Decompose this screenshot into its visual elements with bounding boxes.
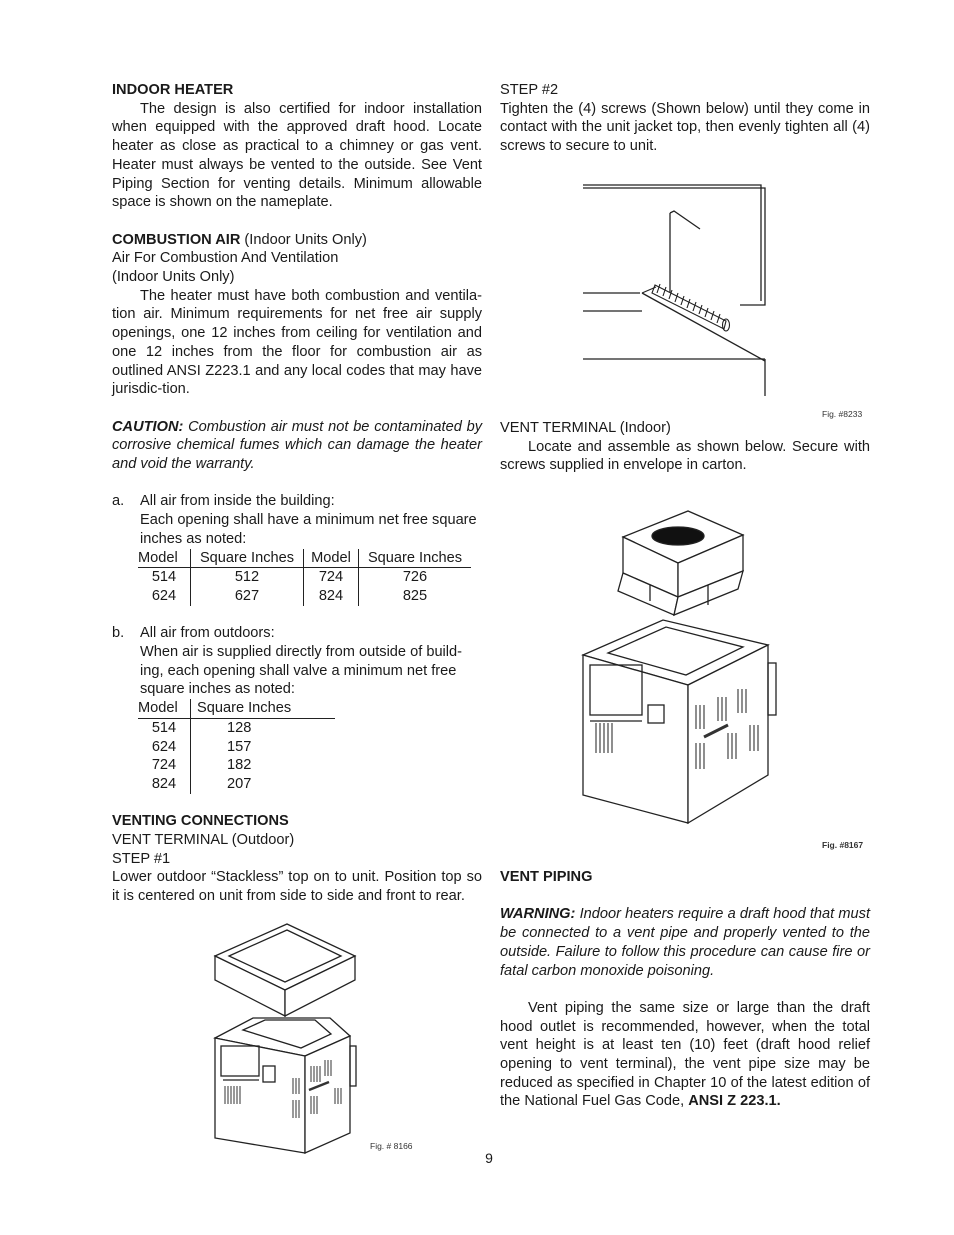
table-cell: 824 — [151, 775, 177, 792]
table-cell: 514 — [151, 569, 177, 586]
vent-piping-code: ANSI Z 223.1. — [688, 1093, 781, 1110]
table-row — [138, 568, 471, 587]
vent-piping-body: Vent piping the same size or large than the draft hood outlet is recommended, however, when the total vent height is at least ten (10) feet (draft hood relief opening to vent terminal), the vent pipe size may be reduced as specified in Chapter 10 of the latest edition of the National Fuel Gas Code, — [500, 999, 870, 1110]
table-header-cell: Square Inches — [191, 549, 304, 568]
venting-heading: VENTING CONNECTIONS — [112, 813, 289, 830]
indoor-heater-text: The design is also certified for indoor installation when equipped with the approved draft hood. Locate heater as close as practical to a chimney or gas vent. Heater must always be vented to the outside. See Vent Piping Section for venting details. Minimum allowable space is shown on the nameplate. — [112, 100, 482, 211]
table-cell: 624 — [151, 738, 177, 755]
table-outside-air — [138, 699, 335, 794]
vent-piping-heading: VENT PIPING — [500, 869, 593, 885]
caution-text: Combustion air must not be contaminated by corrosive chemical fumes which can damage the heater and void the warranty. — [112, 418, 482, 473]
table-header-cell: Model — [138, 699, 191, 718]
table-header-cell: Model — [304, 549, 359, 568]
table-header-cell: Model — [138, 549, 191, 568]
right-column-top — [500, 81, 870, 156]
item-b-label: b. — [112, 625, 125, 642]
step1-text: Lower outdoor “Stackless” top on to unit. Position top so it is centered on unit from side to side and front to rear. — [112, 869, 482, 905]
fig-8233-caption: Fig. #8233 — [822, 409, 863, 419]
screw-detail-illustration — [580, 183, 770, 398]
table-inside-air — [138, 549, 471, 606]
warning-label: WARNING: — [500, 906, 576, 923]
right-column-mid — [500, 419, 870, 475]
table-cell: 207 — [191, 775, 336, 794]
heater-draft-hood-illustration — [578, 505, 788, 825]
item-a-line2: Each opening shall have a minimum net free square inches as noted: — [140, 512, 477, 547]
step2-text: Tighten the (4) screws (Shown below) until they come in contact with the unit jacket top, then evenly tighten all (4) screws to secure to unit. — [500, 100, 870, 155]
vent-outdoor-label: VENT TERMINAL (Outdoor) — [112, 832, 295, 849]
warning-paragraph — [500, 905, 870, 980]
fig-8166-caption: Fig. # 8166 — [370, 1141, 413, 1151]
table-header-cell: Square Inches — [359, 549, 472, 568]
caution-paragraph — [112, 418, 482, 474]
step2-label: STEP #2 — [500, 82, 559, 98]
vent-indoor-text: Locate and assemble as shown below. Secure with screws supplied in envelope in carton. — [500, 438, 870, 474]
table-cell: 724 — [151, 757, 177, 774]
vent-indoor-label: VENT TERMINAL (Indoor) — [500, 420, 671, 436]
combustion-sub1: Air For Combustion And Ventilation — [112, 250, 339, 267]
table-cell: 182 — [191, 756, 336, 775]
table-cell: 824 — [304, 587, 359, 606]
step1-label: STEP #1 — [112, 850, 171, 867]
table-cell: 514 — [151, 719, 177, 736]
indoor-heater-heading: INDOOR HEATER — [112, 82, 234, 98]
table-cell: 512 — [191, 568, 304, 587]
combustion-air-heading — [112, 231, 482, 250]
table-header-cell: Square Inches — [191, 699, 336, 718]
item-b-line1: All air from outdoors: — [140, 625, 275, 642]
item-a-line1: All air from inside the building: — [140, 493, 335, 510]
vent-piping-text — [500, 999, 870, 1111]
table-cell: 726 — [359, 568, 472, 587]
list-item-a — [112, 492, 482, 548]
table-cell: 627 — [191, 587, 304, 606]
page-number: 9 — [485, 1150, 493, 1166]
fig-8167-caption: Fig. #8167 — [822, 840, 864, 850]
caution-label: CAUTION: — [112, 418, 184, 435]
combustion-text: The heater must have both combustion and ventila-tion air. Minimum requirements for net free air supply openings, one 12 inches from ceiling for ventilation and one 12 inches from the floor for combustion air as outlined ANSI Z223.1 and any local codes that may have jurisdic-tion. — [112, 287, 482, 398]
table-row — [138, 775, 335, 794]
table-row — [138, 587, 471, 606]
table-row — [138, 756, 335, 775]
table-row — [138, 718, 335, 737]
right-column-bottom — [500, 868, 870, 1111]
list-item-b — [112, 624, 482, 699]
table-cell: 157 — [191, 738, 336, 757]
table-header-row — [138, 699, 335, 718]
combustion-air-title: COMBUSTION AIR — [112, 231, 241, 248]
left-column — [112, 81, 482, 906]
table-cell: 825 — [359, 587, 472, 606]
item-a-label: a. — [112, 493, 125, 510]
heater-outdoor-top-illustration — [205, 918, 370, 1158]
combustion-air-note: (Indoor Units Only) — [240, 231, 367, 248]
table-cell: 128 — [191, 718, 336, 737]
table-row — [138, 738, 335, 757]
warning-text: Indoor heaters require a draft hood that must be connected to a vent pipe and properly vented to the outside. Failure to follow this procedure can cause fire or fatal carbon monoxide poisoning. — [500, 906, 870, 979]
table-cell: 624 — [151, 587, 177, 604]
table-header-row — [138, 549, 471, 568]
combustion-sub2: (Indoor Units Only) — [112, 269, 235, 286]
item-b-line2: When air is supplied directly from outside of build-ing, each opening shall valve a minimum net free square inches as noted: — [140, 644, 463, 698]
table-cell: 724 — [304, 568, 359, 587]
